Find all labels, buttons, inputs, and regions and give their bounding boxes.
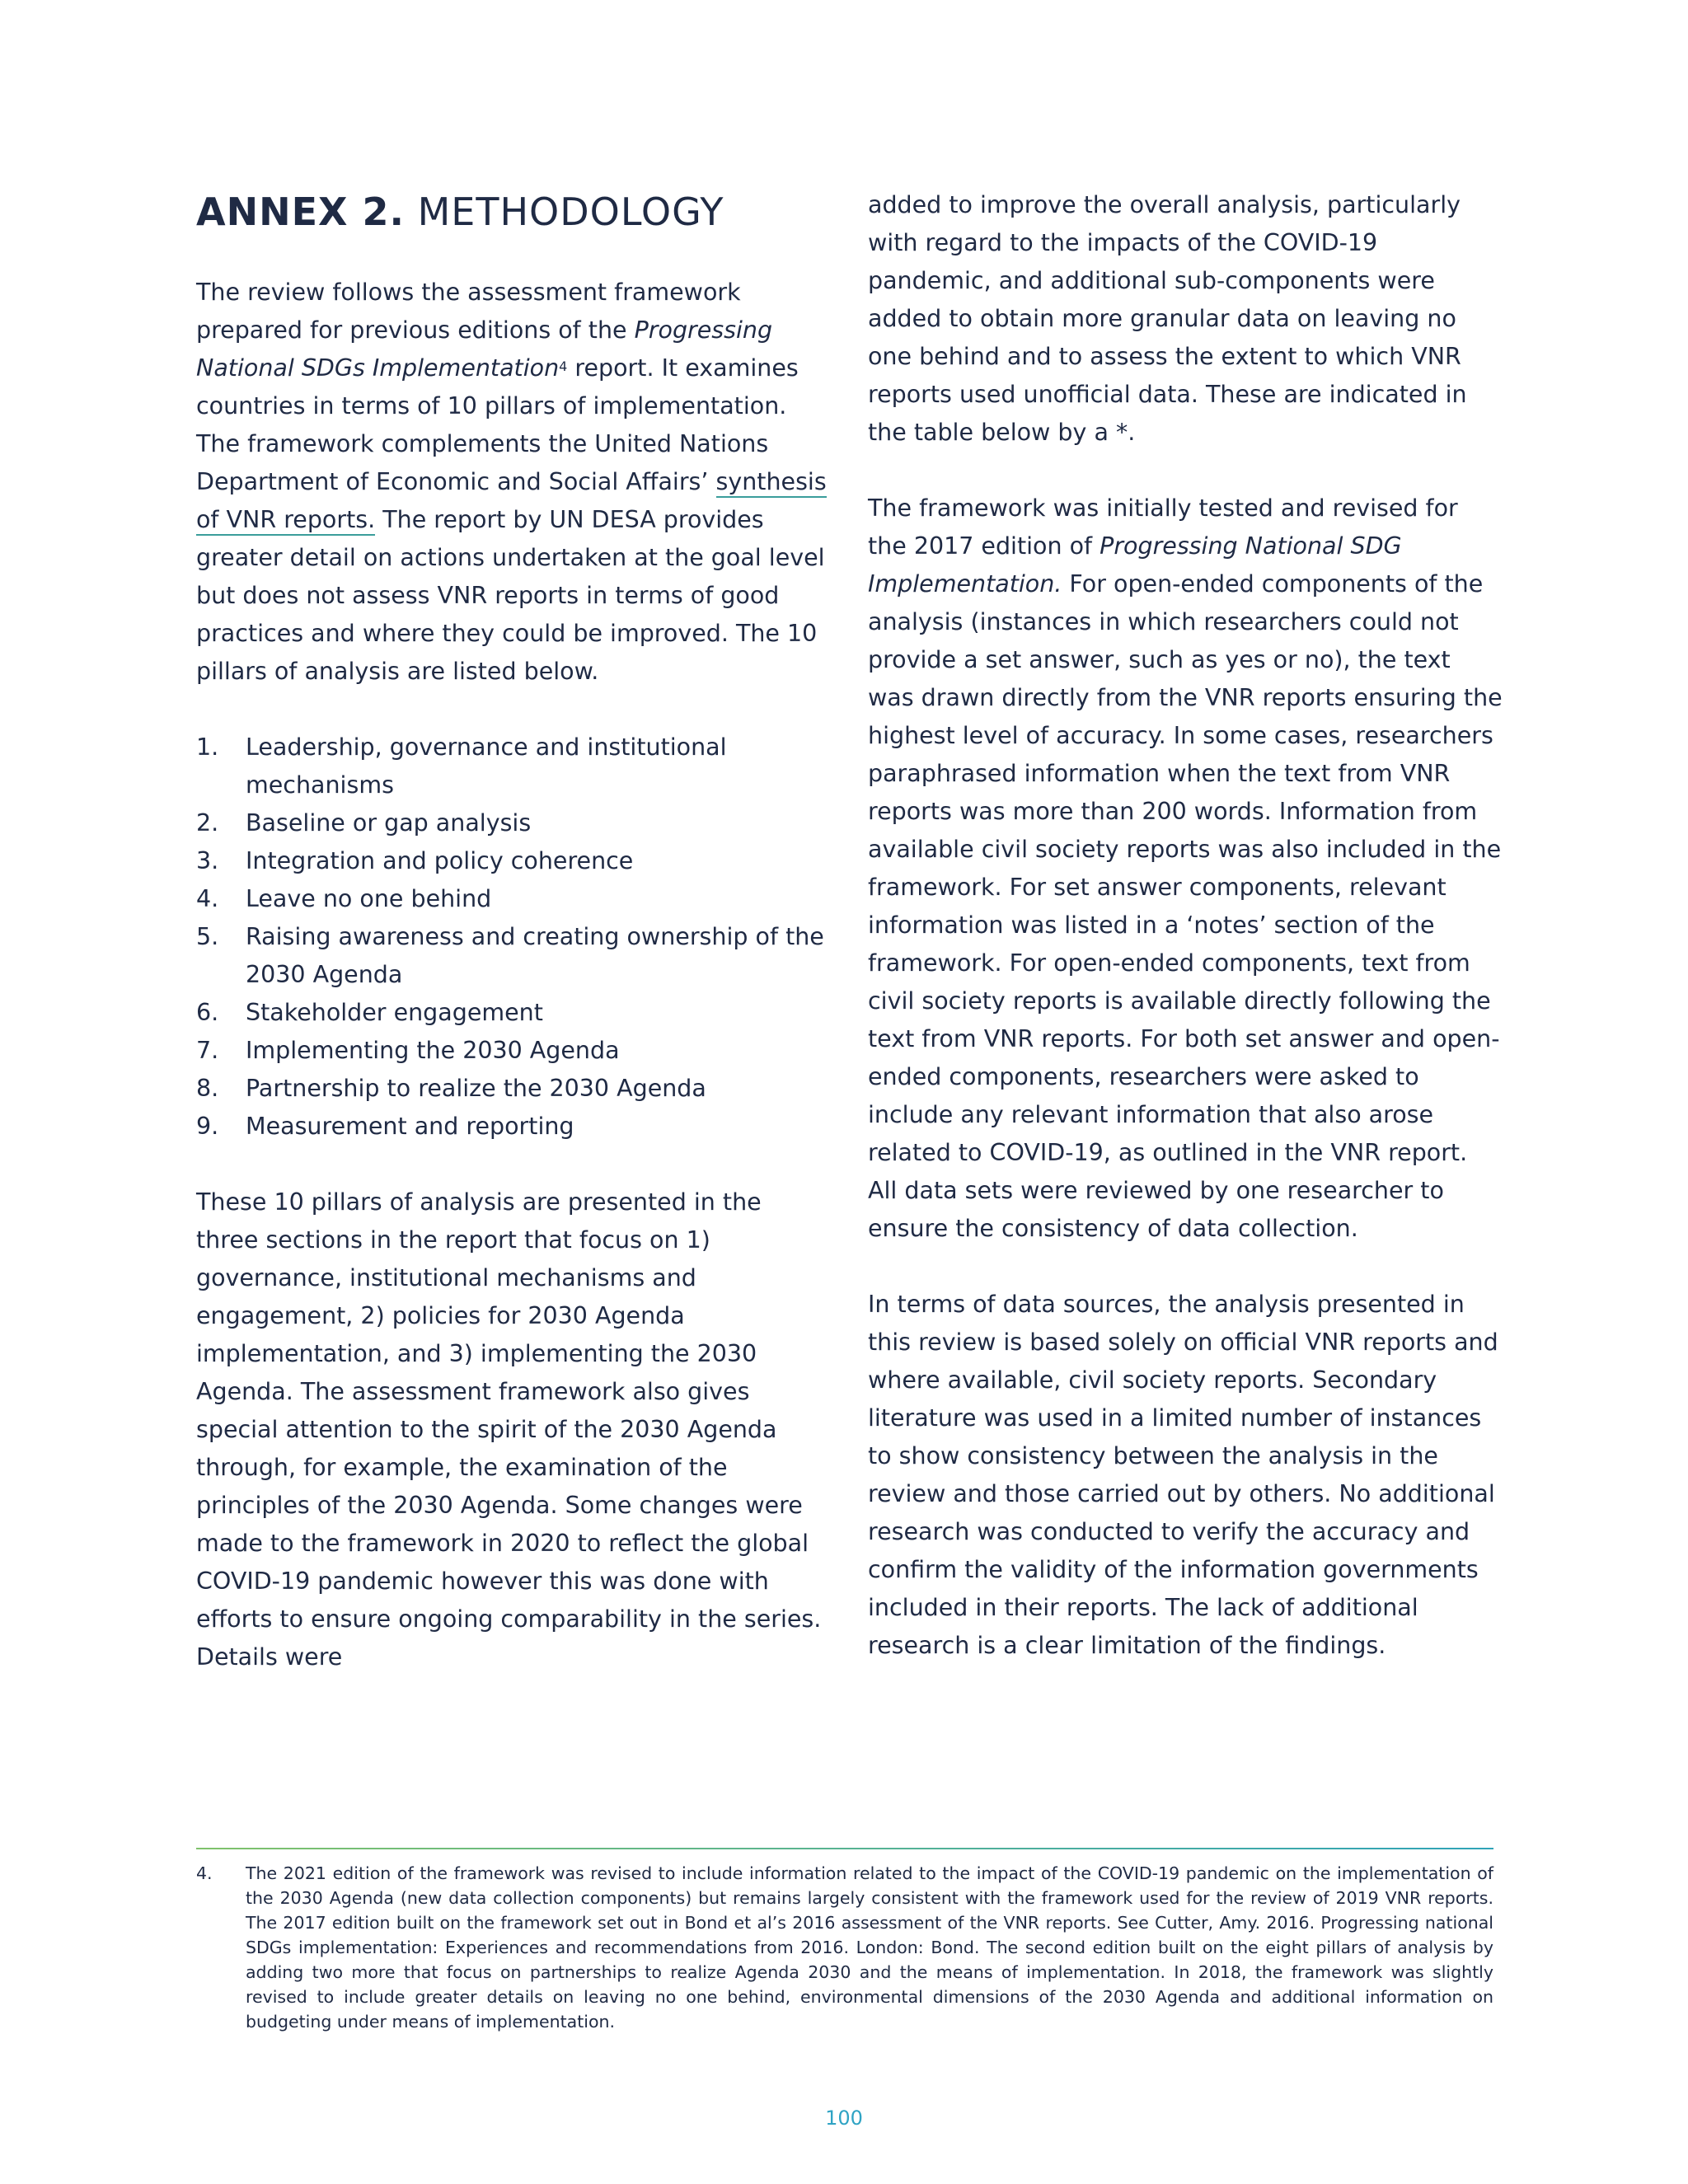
footnote-divider: [196, 1848, 1493, 1849]
continuation-paragraph: added to improve the overall analysis, particularly with regard to the impacts of the COVID-19 pandemic, and additional sub-components were added to obtain more granular data on leaving no one behind and to assess the extent to which VNR reports used unofficial data. These are indicated in the table below by a *.: [868, 191, 1467, 446]
synthesis-link[interactable]: synthesis of VNR reports.: [196, 468, 827, 536]
list-item: 6. Stakeholder engagement: [196, 999, 543, 1026]
footnote-text: The 2021 edition of the framework was revised to include information related to the impact of the COVID-19 pandemic on the implementation of the 2030 Agenda (new data collection components) but remains largely consistent with the framework used for the review of 2019 VNR reports. The 2017 edition built on the framework set out in Bond et al’s 2016 assessment of the VNR reports. See Cutter, Amy. 2016. Progressing national SDGs implementation: Experiences and recommendations from 2016. London: Bond. The second edition built on the eight pillars of analysis by adding two more that focus on partnerships to realize Agenda 2030 and the means of implementation. In 2018, the framework was slightly revised to include greater details on leaving no one behind, environmental dimensions of the 2030 Agenda and additional information on budgeting under means of implementation.: [246, 1863, 1493, 2032]
page-title-text: METHODOLOGY: [417, 190, 724, 234]
list-item: 9. Measurement and reporting: [196, 1113, 574, 1140]
framework-paragraph: The framework was initially tested and revised for the 2017 edition of Progressing National SDG Implementation. For open-ended components of the analysis (instances in which researchers could not provide a set answer, such as yes or no), the text was drawn directly from the VNR reports ensuring the highest level of accuracy. In some cases, researchers paraphrased information when the text from VNR reports was more than 200 words. Information from available civil society reports was also included in the framework. For set answer components, relevant information was listed in a ‘notes’ section of the framework. For open-ended components, text from civil society reports is available directly following the text from VNR reports. For both set answer and open-ended components, researchers were asked to include any relevant information that also arose related to COVID-19, as outlined in the VNR report. All data sets were reviewed by one researcher to ensure the consistency of data collection.: [868, 494, 1503, 1242]
intro-text-c: The report by UN DESA provides greater detail on actions undertaken at the goal level but does not assess VNR reports in terms of good practices and where they could be improved. The 10 pillars of analysis are listed below.: [196, 506, 825, 685]
list-item: 8. Partnership to realize the 2030 Agenda: [196, 1075, 706, 1102]
list-item: 7. Implementing the 2030 Agenda: [196, 1037, 620, 1064]
pillars-list: [196, 729, 831, 1146]
page-number: 100: [825, 2107, 863, 2130]
list-item: 1. Leadership, governance and institutional mechanisms: [196, 733, 727, 799]
list-item: 5. Raising awareness and creating ownership of the 2030 Agenda: [196, 923, 824, 988]
list-item: 2. Baseline or gap analysis: [196, 809, 532, 837]
footnote-number: 4.: [196, 1863, 213, 1883]
spacer: [196, 691, 831, 729]
left-column: [196, 274, 831, 1676]
intro-paragraph: [196, 274, 831, 691]
pillars-paragraph: These 10 pillars of analysis are presented in the three sections in the report that focus on 1) governance, institutional mechanisms and engagement, 2) policies for 2030 Agenda implementation, and 3) implementing the 2030 Agenda. The assessment framework also gives special attention to the spirit of the 2030 Agenda through, for example, the examination of the principles of the 2030 Agenda. Some changes were made to the framework in 2020 to reflect the global COVID-19 pandemic however this was done with efforts to ensure ongoing comparability in the series. Details were: [196, 1188, 822, 1671]
footnote: [196, 1861, 1493, 2034]
intro-text-a: The review follows the assessment framework prepared for previous editions of the: [196, 279, 741, 344]
spacer: [196, 1146, 831, 1183]
page-title-annex: ANNEX 2.: [196, 190, 405, 234]
footnote-ref[interactable]: 4: [559, 359, 568, 374]
intro-text-b: report. It examines countries in terms of 10 pillars of implementation. The framework complements the United Nations Department of Economic and Social Affairs’: [196, 354, 799, 495]
spacer: [868, 1248, 1503, 1286]
data-sources-paragraph: In terms of data sources, the analysis presented in this review is based solely on official VNR reports and where available, civil society reports. Secondary literature was used in a limited number of instances to show consistency between the analysis in the review and those carried out by others. No additional research was conducted to verify the accuracy and confirm the validity of the information governments included in their reports. The lack of additional research is a clear limitation of the findings.: [868, 1291, 1498, 1659]
list-item: 4. Leave no one behind: [196, 885, 492, 912]
right-column: [868, 186, 1503, 1665]
report-title-italic: Progressing National SDGs Implementation: [196, 316, 773, 382]
list-item: 3. Integration and policy coherence: [196, 847, 634, 874]
spacer: [868, 452, 1503, 490]
report-title-italic: Progressing National SDG Implementation.: [868, 532, 1402, 598]
page-title: [196, 183, 724, 241]
